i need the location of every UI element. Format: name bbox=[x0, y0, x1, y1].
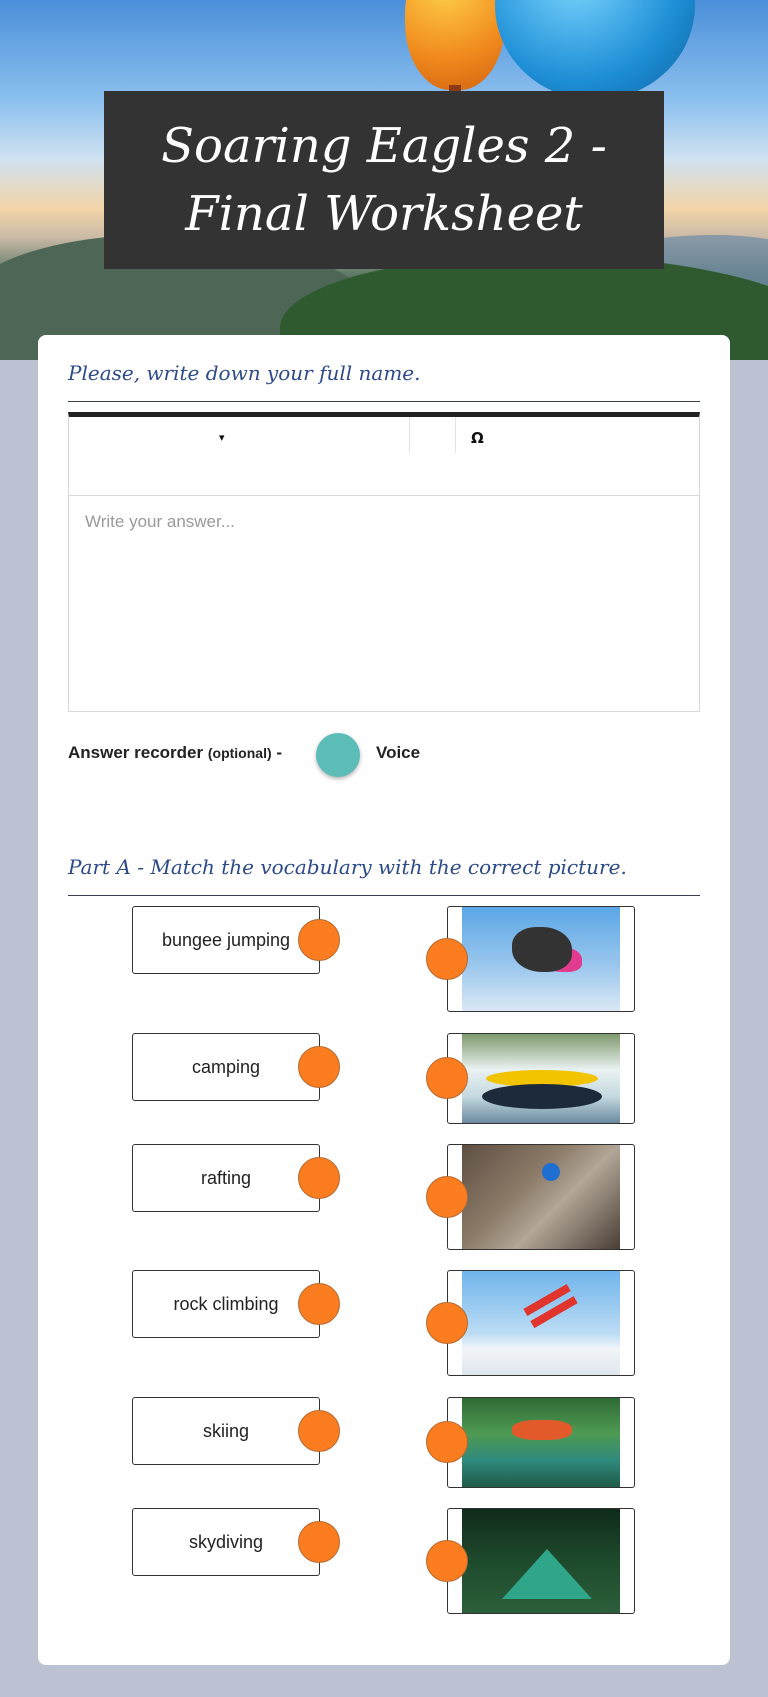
voice-label: Voice bbox=[376, 743, 421, 762]
recorder-optional-text: (optional) bbox=[207, 745, 272, 761]
part-a-divider bbox=[68, 895, 700, 896]
answer-recorder-label bbox=[68, 743, 282, 763]
picture-connector-dot[interactable] bbox=[426, 1421, 468, 1463]
part-a-prompt: Part A - Match the vocabulary with the correct picture. bbox=[68, 855, 627, 879]
word-card-bungee-jumping[interactable]: bungee jumping bbox=[132, 906, 320, 974]
record-voice-button[interactable] bbox=[316, 733, 360, 777]
word-card-skydiving[interactable]: skydiving bbox=[132, 1508, 320, 1576]
skiing-photo bbox=[462, 1271, 620, 1375]
picture-card-skiing[interactable] bbox=[447, 1270, 635, 1376]
toolbar-divider bbox=[455, 417, 456, 453]
word-card-skiing[interactable]: skiing bbox=[132, 1397, 320, 1465]
word-card-camping[interactable]: camping bbox=[132, 1033, 320, 1101]
answer-input[interactable] bbox=[69, 496, 699, 710]
word-card-rock-climbing[interactable]: rock climbing bbox=[132, 1270, 320, 1338]
picture-card-rock-climbing[interactable] bbox=[447, 1144, 635, 1250]
worksheet-title: Soaring Eagles 2 - Final Worksheet bbox=[104, 91, 664, 269]
picture-connector-dot[interactable] bbox=[426, 1176, 468, 1218]
skydiving-photo bbox=[462, 907, 620, 1011]
word-connector-dot[interactable] bbox=[298, 919, 340, 961]
recorder-dash: - bbox=[276, 743, 283, 762]
format-dropdown[interactable]: ▾ bbox=[219, 431, 225, 444]
word-connector-dot[interactable] bbox=[298, 1157, 340, 1199]
toolbar-divider bbox=[409, 417, 410, 453]
picture-connector-dot[interactable] bbox=[426, 938, 468, 980]
picture-connector-dot[interactable] bbox=[426, 1540, 468, 1582]
hot-air-balloon-blue-icon bbox=[495, 0, 695, 100]
editor-toolbar bbox=[69, 417, 699, 496]
question-1-divider bbox=[68, 401, 700, 402]
word-card-rafting[interactable]: rafting bbox=[132, 1144, 320, 1212]
question-1-prompt: Please, write down your full name. bbox=[68, 361, 421, 385]
special-character-button[interactable]: Ω bbox=[471, 429, 484, 447]
word-connector-dot[interactable] bbox=[298, 1521, 340, 1563]
picture-card-rafting[interactable] bbox=[447, 1033, 635, 1124]
recorder-label-text: Answer recorder bbox=[68, 743, 204, 762]
picture-card-bungee-jumping[interactable] bbox=[447, 1397, 635, 1488]
picture-connector-dot[interactable] bbox=[426, 1302, 468, 1344]
picture-connector-dot[interactable] bbox=[426, 1057, 468, 1099]
hot-air-balloon-orange-icon bbox=[405, 0, 505, 90]
picture-card-camping[interactable] bbox=[447, 1508, 635, 1614]
camping-photo bbox=[462, 1509, 620, 1613]
word-connector-dot[interactable] bbox=[298, 1283, 340, 1325]
picture-card-skydiving[interactable] bbox=[447, 906, 635, 1012]
rock-climbing-photo bbox=[462, 1145, 620, 1249]
word-connector-dot[interactable] bbox=[298, 1046, 340, 1088]
worksheet-card bbox=[38, 335, 730, 1665]
rafting-photo bbox=[462, 1034, 620, 1123]
word-connector-dot[interactable] bbox=[298, 1410, 340, 1452]
bungee-jumping-photo bbox=[462, 1398, 620, 1487]
answer-editor bbox=[68, 412, 700, 712]
